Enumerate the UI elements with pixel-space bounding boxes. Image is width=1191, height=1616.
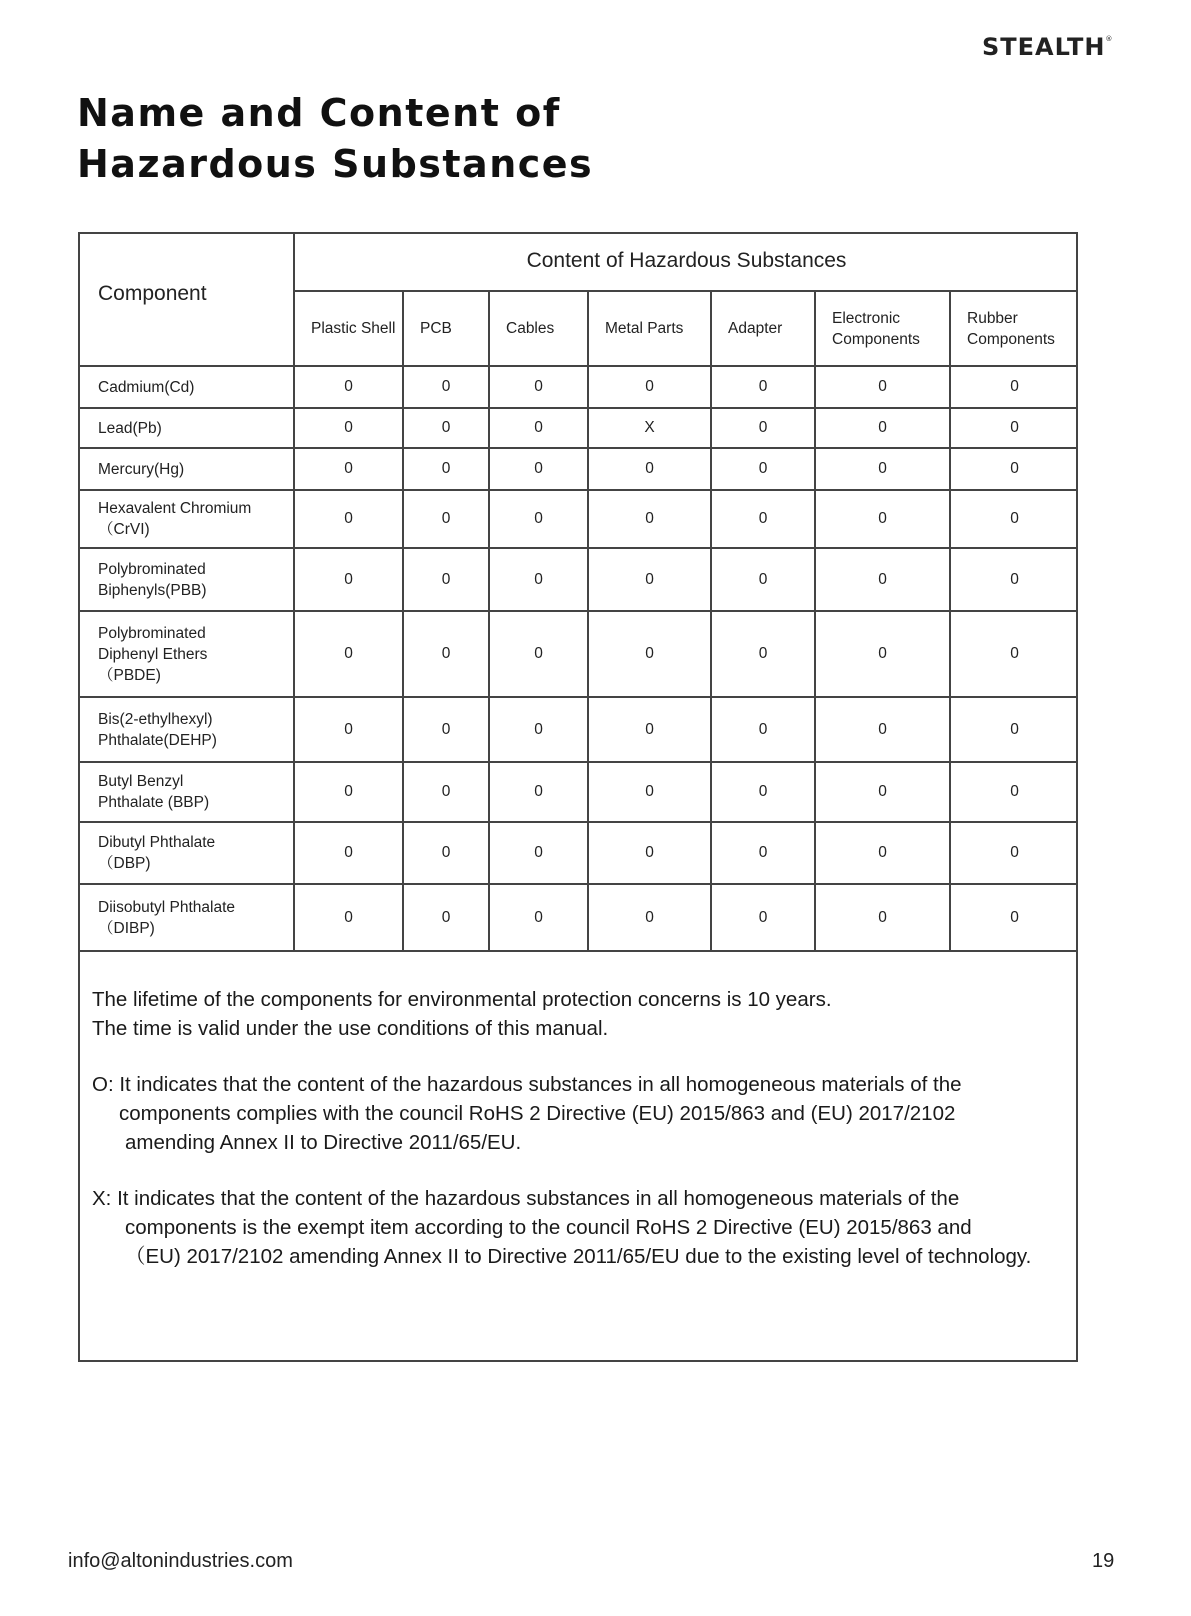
column-header-text: Components	[832, 330, 920, 348]
column-header	[588, 291, 711, 366]
table-header-row	[78, 232, 1078, 291]
substance-name-line: Lead(Pb)	[98, 419, 162, 437]
content-cell: 0	[403, 884, 489, 951]
content-cell: 0	[403, 762, 489, 822]
hazardous-substances-table	[78, 232, 1078, 952]
o-note	[92, 1070, 1062, 1157]
content-cell: 0	[403, 822, 489, 884]
content-cell: 0	[294, 448, 403, 490]
content-cell: 0	[588, 366, 711, 408]
content-cell: 0	[588, 884, 711, 951]
table-row	[78, 884, 1078, 951]
table-row	[78, 490, 1078, 548]
content-cell: 0	[489, 611, 588, 697]
content-cell: 0	[815, 611, 950, 697]
group-header: Content of Hazardous Substances	[294, 232, 1078, 291]
substance-name	[78, 762, 294, 822]
content-cell: 0	[950, 490, 1078, 548]
page-title	[77, 88, 593, 190]
content-cell: 0	[588, 548, 711, 611]
content-cell: 0	[815, 366, 950, 408]
content-cell: 0	[815, 822, 950, 884]
substance-name	[78, 611, 294, 697]
x-note-line-2: components is the exempt item according to the council RoHS 2 Directive (EU) 2015/863 and	[125, 1216, 972, 1239]
content-cell: 0	[403, 448, 489, 490]
content-cell: 0	[489, 697, 588, 762]
content-cell: 0	[711, 366, 815, 408]
substance-name	[78, 448, 294, 490]
content-cell: 0	[294, 697, 403, 762]
column-header	[815, 291, 950, 366]
lifetime-note	[92, 985, 1062, 1043]
substance-name-line: （CrVI)	[98, 521, 150, 538]
column-header-text: Plastic Shell	[311, 320, 396, 337]
content-cell: 0	[489, 448, 588, 490]
column-header-text: Components	[967, 330, 1055, 348]
x-note	[92, 1184, 1062, 1271]
content-cell: 0	[588, 762, 711, 822]
content-cell: 0	[403, 548, 489, 611]
substance-name-line: Biphenyls(PBB)	[98, 581, 207, 599]
page-number: 19	[1092, 1550, 1115, 1572]
content-cell: 0	[294, 548, 403, 611]
column-header	[950, 291, 1078, 366]
table-row	[78, 448, 1078, 490]
content-cell: 0	[950, 611, 1078, 697]
o-note-line-3: amending Annex II to Directive 2011/65/EU.	[125, 1131, 522, 1154]
substance-name-line: Polybrominated	[98, 624, 206, 642]
content-cell: 0	[815, 697, 950, 762]
content-cell: 0	[815, 490, 950, 548]
content-cell: 0	[950, 762, 1078, 822]
table-row	[78, 697, 1078, 762]
table-row	[78, 408, 1078, 448]
substance-name-line: （DIBP)	[98, 919, 155, 937]
content-cell: 0	[711, 762, 815, 822]
content-cell: 0	[711, 490, 815, 548]
content-cell: 0	[950, 822, 1078, 884]
content-cell: 0	[950, 408, 1078, 448]
column-header	[294, 291, 403, 366]
content-cell: 0	[711, 884, 815, 951]
column-header	[711, 291, 815, 366]
column-header-text: Cables	[506, 320, 555, 337]
column-header	[489, 291, 588, 366]
table-row	[78, 762, 1078, 822]
content-cell: 0	[711, 448, 815, 490]
o-note-line-1: O: It indicates that the content of the hazardous substances in all homogeneous materials of the	[92, 1073, 962, 1096]
content-cell: 0	[403, 611, 489, 697]
content-cell: 0	[711, 822, 815, 884]
footer-email: info@altonindustries.com	[68, 1550, 293, 1572]
notes	[92, 985, 1062, 1271]
brand-logo	[982, 33, 1113, 61]
column-header-text: Rubber	[967, 309, 1018, 327]
content-cell: 0	[489, 548, 588, 611]
content-cell: 0	[950, 366, 1078, 408]
table-row	[78, 366, 1078, 408]
substance-name-line: Dibutyl Phthalate	[98, 834, 216, 851]
content-cell: 0	[711, 408, 815, 448]
substance-name-line: Bis(2-ethylhexyl)	[98, 710, 213, 728]
brand-name: STEALTH	[982, 33, 1106, 61]
substance-name-line: Hexavalent Chromium	[98, 500, 252, 517]
content-cell: 0	[489, 762, 588, 822]
content-cell: 0	[815, 884, 950, 951]
content-cell: 0	[489, 408, 588, 448]
substance-name	[78, 490, 294, 548]
column-header-text: Metal Parts	[605, 320, 684, 337]
content-cell: 0	[294, 884, 403, 951]
table-body	[78, 366, 1078, 951]
content-cell: 0	[588, 448, 711, 490]
content-cell: 0	[294, 762, 403, 822]
content-cell: 0	[294, 490, 403, 548]
substance-name-line: Polybrominated	[98, 560, 206, 578]
content-cell: 0	[588, 697, 711, 762]
content-cell: 0	[294, 611, 403, 697]
lifetime-line-1: The lifetime of the components for environmental protection concerns is 10 years.	[92, 988, 832, 1011]
substance-name	[78, 548, 294, 611]
content-cell: 0	[403, 697, 489, 762]
content-cell: 0	[711, 611, 815, 697]
column-header	[403, 291, 489, 366]
content-cell: 0	[489, 490, 588, 548]
substance-name-line: Diisobutyl Phthalate	[98, 898, 235, 916]
column-header-text: Electronic	[832, 309, 901, 327]
substance-name	[78, 822, 294, 884]
content-cell: 0	[588, 490, 711, 548]
table-row	[78, 548, 1078, 611]
o-note-line-2: components complies with the council RoHS 2 Directive (EU) 2015/863 and (EU) 2017/2102	[119, 1102, 956, 1125]
title-line-1: Name and Content of	[77, 91, 561, 135]
title-line-2: Hazardous Substances	[77, 142, 594, 186]
content-cell: 0	[403, 408, 489, 448]
substance-name-line: （DBP)	[98, 855, 151, 872]
lifetime-line-2: The time is valid under the use conditions of this manual.	[92, 1017, 609, 1040]
content-cell: 0	[711, 697, 815, 762]
substance-name	[78, 366, 294, 408]
table-row	[78, 822, 1078, 884]
substance-name-line: Diphenyl Ethers	[98, 645, 208, 663]
content-cell: 0	[588, 822, 711, 884]
column-header-text: Adapter	[728, 320, 783, 337]
content-cell: 0	[950, 697, 1078, 762]
content-cell: 0	[950, 884, 1078, 951]
substance-name-line: Phthalate (BBP)	[98, 794, 210, 811]
content-cell: 0	[294, 822, 403, 884]
registered-mark: ®	[1105, 35, 1114, 43]
substance-name-line: Mercury(Hg)	[98, 460, 185, 478]
substance-name	[78, 884, 294, 951]
content-cell: 0	[815, 762, 950, 822]
content-cell: 0	[489, 822, 588, 884]
substance-name-line: （PBDE)	[98, 666, 161, 684]
content-cell: 0	[711, 548, 815, 611]
content-cell: 0	[489, 884, 588, 951]
substance-name-line: Phthalate(DEHP)	[98, 731, 217, 749]
substance-name-line: Butyl Benzyl	[98, 773, 184, 790]
x-note-line-1: X: It indicates that the content of the hazardous substances in all homogeneous materials of the	[92, 1187, 960, 1210]
substance-name	[78, 697, 294, 762]
table-row	[78, 611, 1078, 697]
content-cell: 0	[950, 448, 1078, 490]
content-cell: 0	[403, 490, 489, 548]
content-cell: 0	[294, 408, 403, 448]
x-note-line-3: （EU) 2017/2102 amending Annex II to Directive 2011/65/EU due to the existing level of technology.	[125, 1245, 1032, 1268]
content-cell: 0	[815, 548, 950, 611]
content-cell: 0	[489, 366, 588, 408]
content-cell: 0	[403, 366, 489, 408]
column-header-text: PCB	[420, 320, 452, 337]
content-cell: 0	[950, 548, 1078, 611]
content-cell: X	[588, 408, 711, 448]
substance-name	[78, 408, 294, 448]
content-cell: 0	[815, 408, 950, 448]
content-cell: 0	[294, 366, 403, 408]
component-header: Component	[78, 232, 294, 366]
substance-name-line: Cadmium(Cd)	[98, 378, 195, 396]
content-cell: 0	[815, 448, 950, 490]
content-cell: 0	[588, 611, 711, 697]
